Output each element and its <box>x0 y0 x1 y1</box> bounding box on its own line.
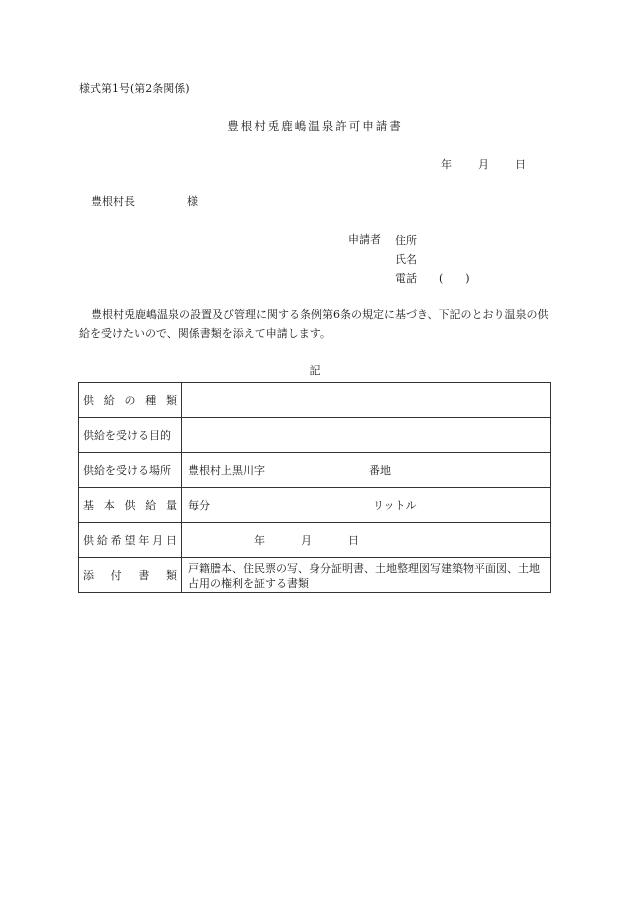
label-char: 基 <box>83 499 94 512</box>
date-day: 日 <box>515 158 526 171</box>
basic-supply-unit: リットル <box>373 499 417 512</box>
label-char: 給 <box>103 394 115 407</box>
label-char: 本 <box>103 499 115 512</box>
applicant-label: 申請者 <box>348 233 381 246</box>
place-banchi: 番地 <box>369 464 391 477</box>
attachments-label <box>79 558 182 593</box>
ki-heading: 記 <box>309 364 321 377</box>
label-char: 量 <box>166 499 177 512</box>
label-char: 希 <box>110 534 122 547</box>
applicant-address-label: 住所 <box>395 234 417 247</box>
label-char: 給 <box>145 499 157 512</box>
label-char: 日 <box>165 534 177 547</box>
table-row-desired-date <box>79 523 551 558</box>
label-char: 書 <box>138 569 150 582</box>
basic-supply-value[interactable] <box>182 488 551 523</box>
desired-date-label <box>79 523 182 558</box>
desired-day: 日 <box>348 534 359 547</box>
label-char: 種 <box>145 394 157 407</box>
table-row-basic-supply <box>79 488 551 523</box>
addressee-honorific: 様 <box>187 195 198 208</box>
attachments-value: 戸籍謄本、住民票の写、身分証明書、土地整理図写建築物平面図、土地占用の権利を証する書類 <box>182 558 551 593</box>
date-year: 年 <box>441 158 452 171</box>
applicant-phone-row <box>395 269 470 288</box>
label-char: 供 <box>83 534 94 547</box>
table-row-place <box>79 453 551 488</box>
desired-month: 月 <box>301 534 312 547</box>
basic-supply-label <box>79 488 182 523</box>
applicant-fields <box>395 231 470 288</box>
table-row-purpose <box>79 418 551 453</box>
label-char: 望 <box>124 534 136 547</box>
purpose-value[interactable] <box>182 418 551 453</box>
addressee <box>91 193 198 209</box>
desired-date-value[interactable] <box>182 523 551 558</box>
form-number: 様式第1号(第2条関係) <box>79 82 190 95</box>
label-char: 付 <box>110 569 122 582</box>
table-row-attachments <box>79 558 551 593</box>
applicant-name-label: 氏名 <box>395 253 417 266</box>
addressee-name: 豊根村長 <box>91 195 135 208</box>
desired-year: 年 <box>254 534 265 547</box>
table-row-supply-type <box>79 383 551 418</box>
place-prefix: 豊根村上黒川字 <box>188 464 265 477</box>
label-char: 年 <box>138 534 150 547</box>
purpose-label: 供給を受ける目的 <box>79 418 182 453</box>
body-text: 豊根村兎鹿嶋温泉の設置及び管理に関する条例第6条の規定に基づき、下記のとおり温泉の供給を受けたいので、関係書類を添えて申請します。 <box>79 308 549 340</box>
label-char: 類 <box>166 394 177 407</box>
label-char: の <box>124 394 136 407</box>
form-title: 豊根村兎鹿嶋温泉許可申請書 <box>227 119 403 133</box>
date-line <box>441 156 526 172</box>
supply-type-label <box>79 383 182 418</box>
label-char: 給 <box>96 534 108 547</box>
date-month: 月 <box>478 158 489 171</box>
label-char: 類 <box>165 569 177 582</box>
application-table <box>78 382 551 593</box>
label-char: 月 <box>152 534 164 547</box>
applicant-phone-label: 電話 <box>395 272 417 285</box>
label-char: 供 <box>124 499 136 512</box>
label-char: 供 <box>83 394 94 407</box>
basic-supply-prefix: 毎分 <box>188 499 210 512</box>
place-label: 供給を受ける場所 <box>79 453 182 488</box>
place-value[interactable] <box>182 453 551 488</box>
supply-type-value[interactable] <box>182 383 551 418</box>
label-char: 添 <box>83 569 94 582</box>
applicant-phone-parens: ( ) <box>439 272 470 285</box>
